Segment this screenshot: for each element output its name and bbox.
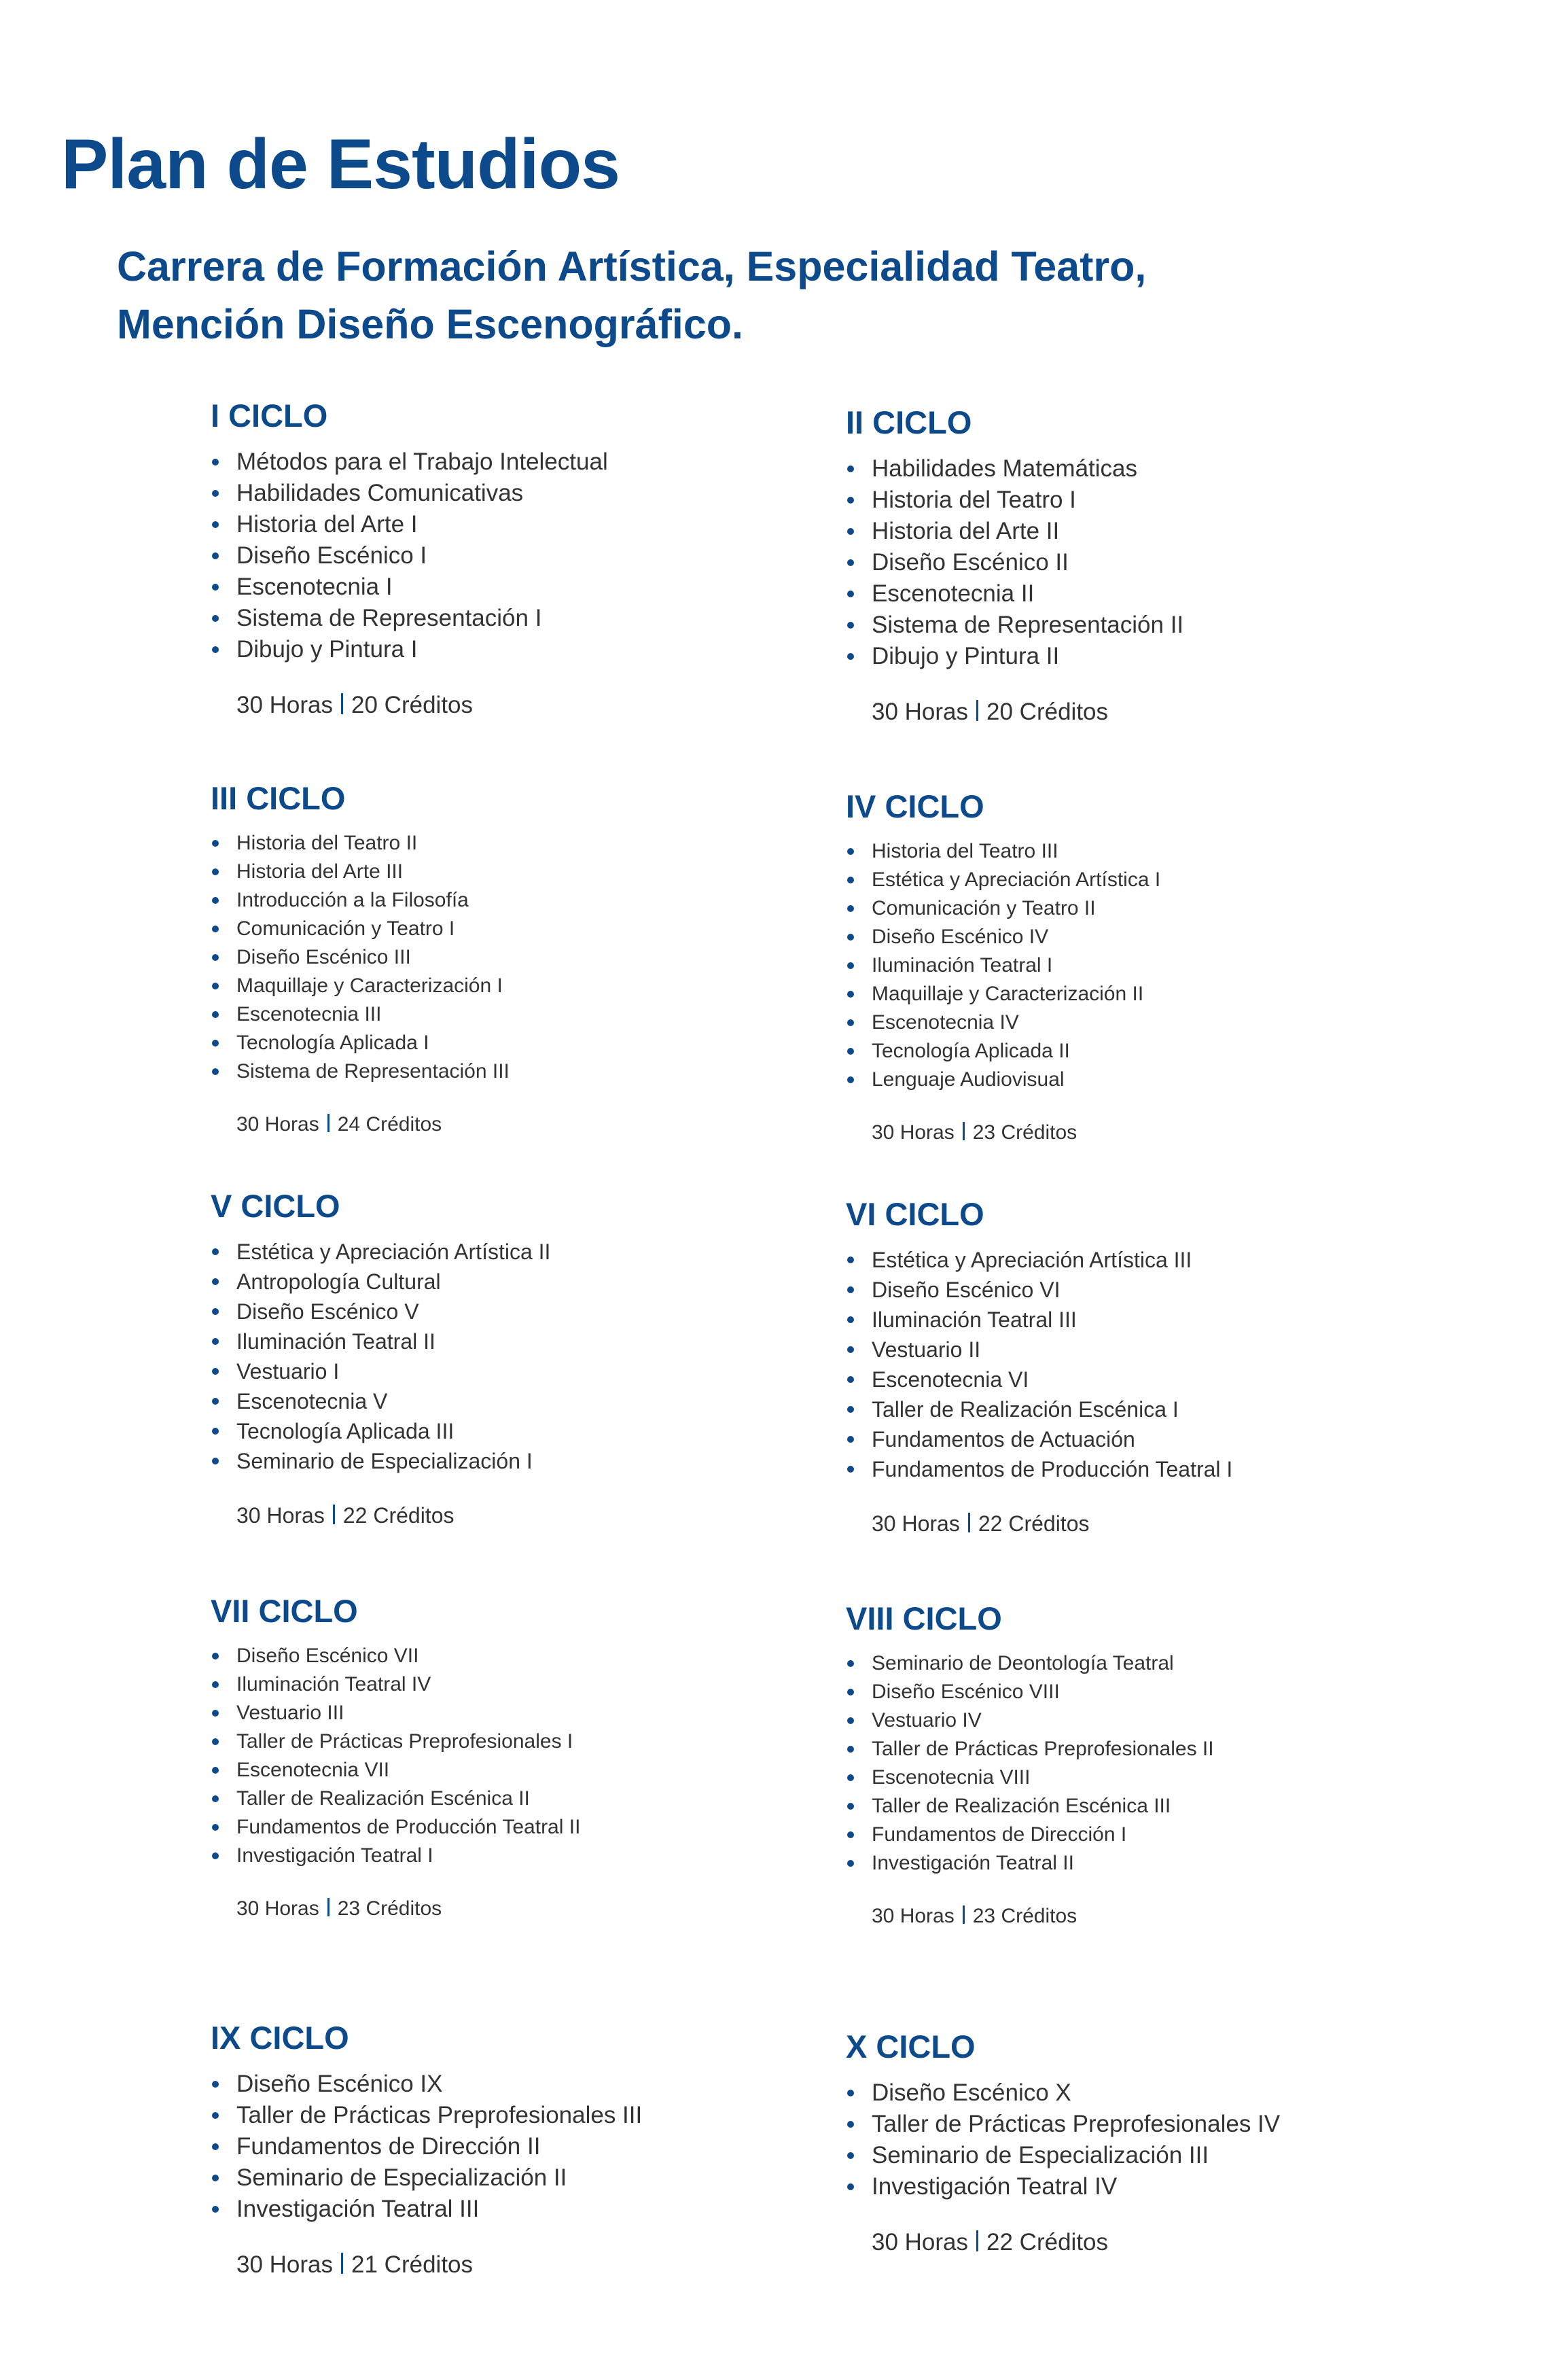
- credits-label: 20 Créditos: [351, 692, 474, 719]
- divider: [976, 2230, 978, 2252]
- course-item: Fundamentos de Producción Teatral II: [211, 1813, 580, 1842]
- ciclo-heading: X CICLO: [846, 2028, 976, 2065]
- course-item: Diseño Escénico VII: [211, 1642, 580, 1670]
- ciclo-heading: V CICLO: [211, 1188, 340, 1224]
- course-item: Investigación Teatral III: [211, 2194, 642, 2225]
- course-item: Maquillaje y Caracterización I: [211, 972, 510, 1000]
- course-item: Diseño Escénico X: [846, 2077, 1280, 2109]
- course-item: Seminario de Especialización I: [211, 1446, 550, 1476]
- course-item: Métodos para el Trabajo Intelectual: [211, 446, 608, 478]
- course-list: [846, 2077, 1280, 2202]
- course-list: [211, 1237, 550, 1476]
- hours-label: 30 Horas: [236, 1503, 325, 1528]
- divider: [327, 1898, 329, 1916]
- course-item: Sistema de Representación III: [211, 1057, 510, 1086]
- course-list: [846, 1649, 1214, 1878]
- ciclo-summary: [211, 1500, 550, 1530]
- ciclo-1: [211, 398, 608, 721]
- credits-label: 20 Créditos: [986, 699, 1109, 726]
- course-item: Seminario de Especialización II: [211, 2162, 642, 2194]
- course-item: Fundamentos de Dirección II: [211, 2131, 642, 2162]
- course-item: Diseño Escénico IV: [846, 923, 1160, 951]
- course-item: Escenotecnia IV: [846, 1008, 1160, 1037]
- course-item: Escenotecnia II: [846, 578, 1183, 610]
- course-item: Maquillaje y Caracterización II: [846, 980, 1160, 1008]
- course-item: Taller de Prácticas Preprofesionales III: [211, 2100, 642, 2131]
- course-item: Taller de Realización Escénica II: [211, 1785, 580, 1813]
- ciclo-6: [846, 1196, 1232, 1539]
- course-item: Antropología Cultural: [211, 1267, 550, 1297]
- course-item: Taller de Prácticas Preprofesionales IV: [846, 2109, 1280, 2140]
- course-item: Iluminación Teatral II: [211, 1327, 550, 1356]
- hours-label: 30 Horas: [872, 1511, 960, 1536]
- ciclo-summary: [211, 1110, 510, 1139]
- course-item: Comunicación y Teatro II: [846, 894, 1160, 923]
- course-item: Diseño Escénico I: [211, 540, 608, 572]
- course-item: Iluminación Teatral III: [846, 1305, 1232, 1335]
- ciclo-heading: IX CICLO: [211, 2020, 349, 2056]
- ciclo-summary: [846, 2227, 1280, 2258]
- course-item: Escenotecnia I: [211, 572, 608, 603]
- page-subtitle: [117, 238, 1146, 353]
- ciclo-7: [211, 1593, 580, 1923]
- hours-label: 30 Horas: [236, 1897, 319, 1920]
- credits-label: 23 Créditos: [337, 1897, 442, 1920]
- ciclo-summary: [846, 1119, 1160, 1147]
- ciclo-summary: [846, 697, 1183, 728]
- course-item: Historia del Teatro I: [846, 485, 1183, 516]
- divider: [333, 1505, 335, 1524]
- divider: [963, 1905, 965, 1924]
- course-item: Escenotecnia III: [211, 1000, 510, 1029]
- course-item: Habilidades Matemáticas: [846, 453, 1183, 485]
- course-item: Sistema de Representación II: [846, 610, 1183, 641]
- course-item: Taller de Prácticas Preprofesionales II: [846, 1735, 1214, 1763]
- course-item: Vestuario II: [846, 1335, 1232, 1365]
- course-item: Historia del Teatro II: [211, 829, 510, 858]
- course-item: Tecnología Aplicada I: [211, 1029, 510, 1057]
- course-item: Fundamentos de Actuación: [846, 1424, 1232, 1454]
- hours-label: 30 Horas: [872, 1121, 955, 1144]
- credits-label: 23 Créditos: [972, 1121, 1077, 1144]
- ciclo-8: [846, 1600, 1214, 1931]
- course-item: Estética y Apreciación Artística I: [846, 866, 1160, 894]
- ciclo-10: [846, 2028, 1280, 2258]
- course-item: Estética y Apreciación Artística III: [846, 1245, 1232, 1275]
- ciclo-heading: VI CICLO: [846, 1196, 984, 1232]
- ciclo-4: [846, 788, 1160, 1147]
- divider: [341, 2253, 343, 2274]
- course-item: Diseño Escénico III: [211, 943, 510, 972]
- ciclo-heading: I CICLO: [211, 398, 328, 434]
- course-item: Tecnología Aplicada III: [211, 1416, 550, 1446]
- credits-label: 22 Créditos: [986, 2229, 1109, 2256]
- divider: [963, 1122, 965, 1140]
- course-item: Lenguaje Audiovisual: [846, 1066, 1160, 1094]
- ciclo-summary: [846, 1902, 1214, 1931]
- course-item: Escenotecnia VI: [846, 1365, 1232, 1394]
- course-list: [846, 837, 1160, 1094]
- ciclo-heading: IV CICLO: [846, 788, 984, 824]
- course-item: Iluminación Teatral IV: [211, 1670, 580, 1699]
- course-item: Sistema de Representación I: [211, 603, 608, 634]
- course-item: Introducción a la Filosofía: [211, 886, 510, 915]
- course-item: Diseño Escénico V: [211, 1297, 550, 1327]
- course-list: [211, 446, 608, 665]
- course-list: [211, 2069, 642, 2225]
- course-item: Seminario de Especialización III: [846, 2140, 1280, 2171]
- page-title: Plan de Estudios: [61, 125, 620, 204]
- course-item: Vestuario I: [211, 1356, 550, 1386]
- course-item: Investigación Teatral II: [846, 1849, 1214, 1878]
- credits-label: 22 Créditos: [978, 1511, 1090, 1536]
- divider: [976, 700, 978, 722]
- ciclo-3: [211, 780, 510, 1139]
- course-list: [211, 829, 510, 1086]
- ciclo-heading: VII CICLO: [211, 1593, 358, 1629]
- divider: [968, 1513, 970, 1532]
- course-item: Estética y Apreciación Artística II: [211, 1237, 550, 1267]
- course-item: Investigación Teatral I: [211, 1842, 580, 1870]
- course-item: Diseño Escénico IX: [211, 2069, 642, 2100]
- course-item: Diseño Escénico II: [846, 547, 1183, 578]
- ciclo-9: [211, 2020, 642, 2281]
- course-item: Historia del Teatro III: [846, 837, 1160, 866]
- course-item: Vestuario III: [211, 1699, 580, 1727]
- course-item: Seminario de Deontología Teatral: [846, 1649, 1214, 1678]
- hours-label: 30 Horas: [872, 2229, 969, 2256]
- course-list: [846, 1245, 1232, 1484]
- course-item: Diseño Escénico VIII: [846, 1678, 1214, 1706]
- hours-label: 30 Horas: [236, 692, 334, 719]
- subtitle-line-1: Carrera de Formación Artística, Especialidad Teatro,: [117, 243, 1147, 289]
- course-item: Fundamentos de Producción Teatral I: [846, 1454, 1232, 1484]
- hours-label: 30 Horas: [236, 2251, 334, 2279]
- ciclo-2: [846, 404, 1183, 728]
- course-item: Historia del Arte I: [211, 509, 608, 540]
- credits-label: 23 Créditos: [972, 1905, 1077, 1928]
- credits-label: 21 Créditos: [351, 2251, 474, 2279]
- course-item: Comunicación y Teatro I: [211, 915, 510, 943]
- hours-label: 30 Horas: [872, 1905, 955, 1928]
- divider: [341, 693, 343, 715]
- course-item: Dibujo y Pintura I: [211, 634, 608, 665]
- course-item: Historia del Arte II: [846, 516, 1183, 547]
- ciclo-summary: [211, 690, 608, 721]
- ciclo-5: [211, 1188, 550, 1530]
- credits-label: 24 Créditos: [337, 1113, 442, 1136]
- course-list: [846, 453, 1183, 672]
- course-item: Iluminación Teatral I: [846, 951, 1160, 980]
- course-item: Tecnología Aplicada II: [846, 1037, 1160, 1066]
- course-item: Investigación Teatral IV: [846, 2171, 1280, 2202]
- credits-label: 22 Créditos: [342, 1503, 455, 1528]
- hours-label: 30 Horas: [236, 1113, 319, 1136]
- ciclo-summary: [211, 2249, 642, 2281]
- course-list: [211, 1642, 580, 1870]
- subtitle-line-2: Mención Diseño Escenográfico.: [117, 301, 743, 347]
- ciclo-heading: II CICLO: [846, 404, 972, 440]
- divider: [327, 1114, 329, 1132]
- course-item: Taller de Realización Escénica I: [846, 1394, 1232, 1424]
- course-item: Escenotecnia V: [211, 1386, 550, 1416]
- course-item: Habilidades Comunicativas: [211, 478, 608, 509]
- course-item: Taller de Prácticas Preprofesionales I: [211, 1727, 580, 1756]
- ciclo-summary: [211, 1895, 580, 1923]
- course-item: Historia del Arte III: [211, 858, 510, 886]
- ciclo-summary: [846, 1509, 1232, 1539]
- course-item: Fundamentos de Dirección I: [846, 1821, 1214, 1849]
- course-item: Diseño Escénico VI: [846, 1275, 1232, 1305]
- course-item: Escenotecnia VIII: [846, 1763, 1214, 1792]
- ciclo-heading: VIII CICLO: [846, 1600, 1002, 1636]
- course-item: Escenotecnia VII: [211, 1756, 580, 1785]
- course-item: Taller de Realización Escénica III: [846, 1792, 1214, 1821]
- course-item: Vestuario IV: [846, 1706, 1214, 1735]
- hours-label: 30 Horas: [872, 699, 969, 726]
- course-item: Dibujo y Pintura II: [846, 641, 1183, 672]
- ciclo-heading: III CICLO: [211, 780, 346, 816]
